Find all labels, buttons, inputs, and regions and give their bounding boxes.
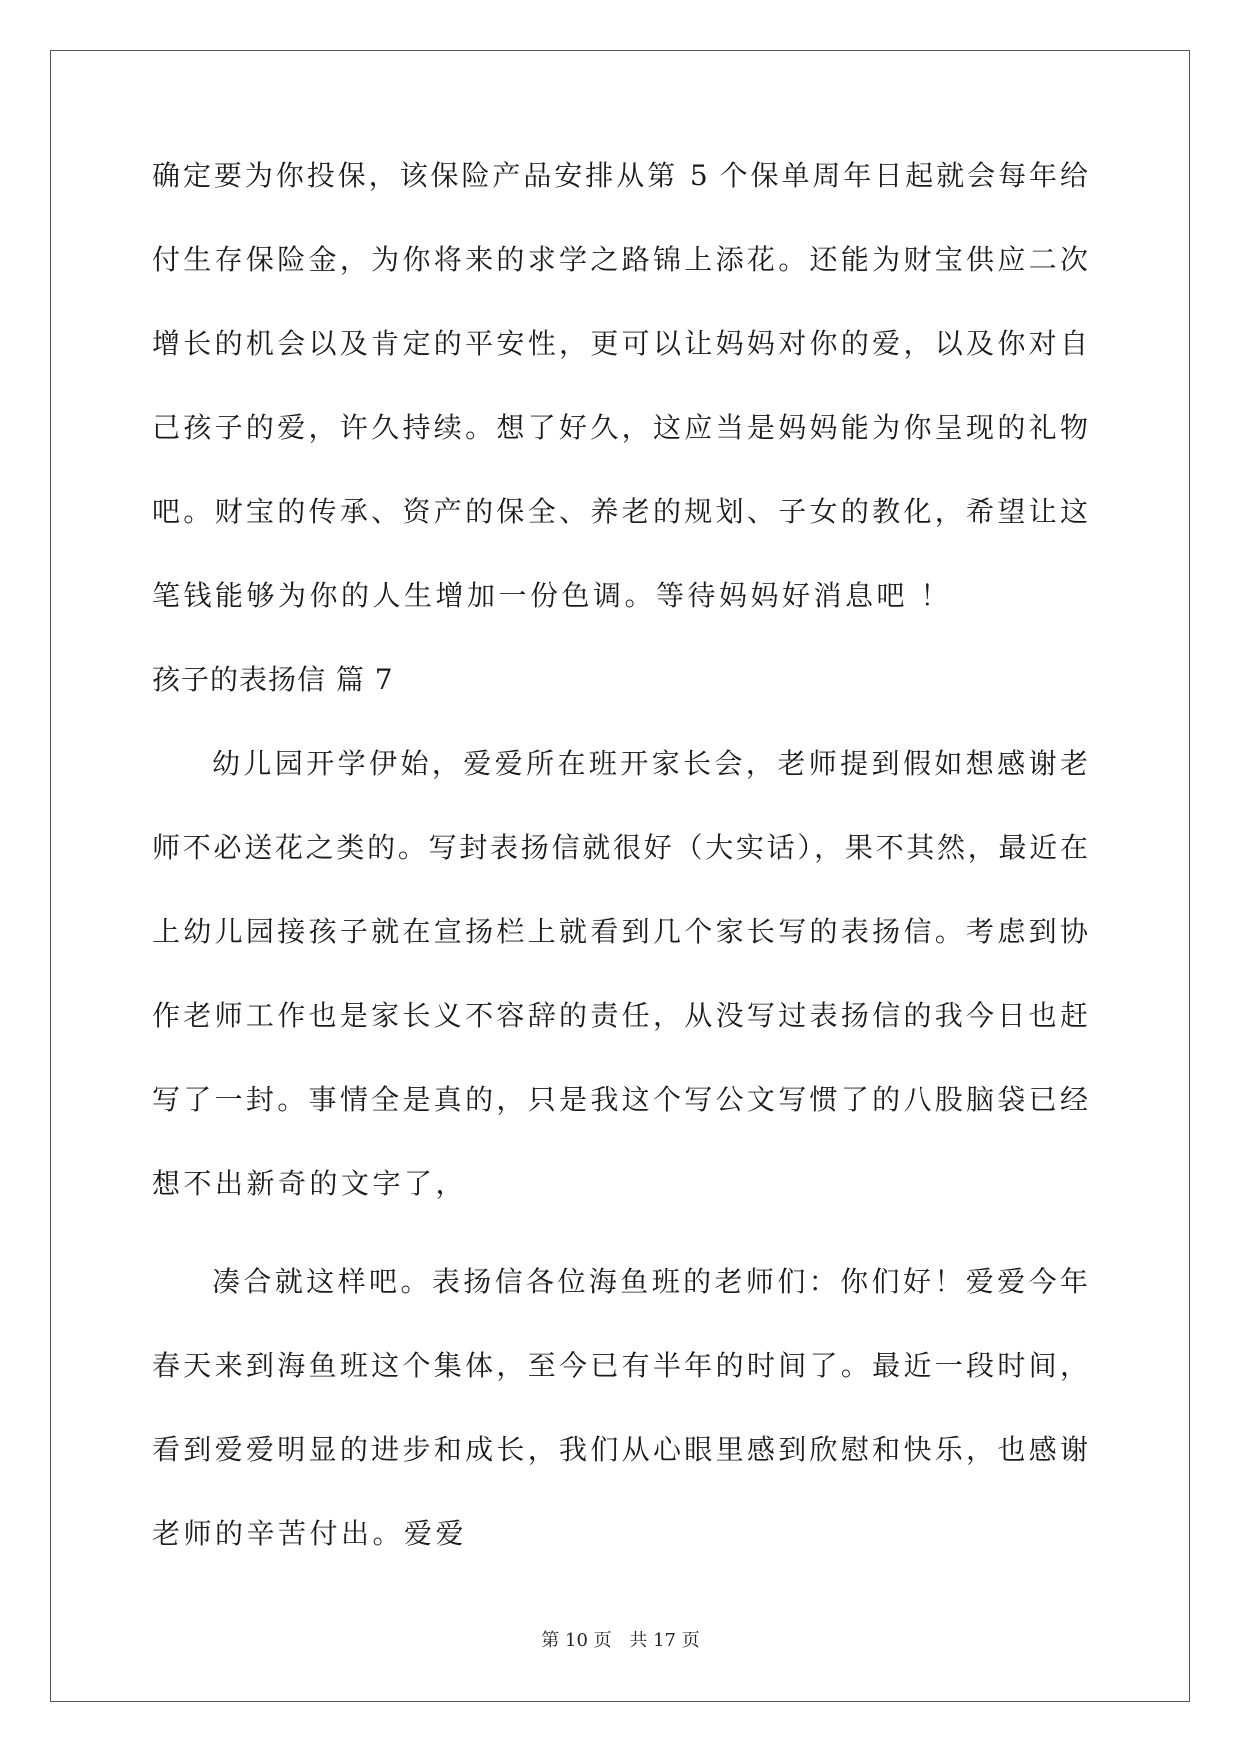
text-line: 付生存保险金，为你将来的求学之路锦上添花。还能为财宝供应二次 <box>152 243 1088 276</box>
text-line: 作老师工作也是家长义不容辞的责任，从没写过表扬信的我今日也赶 <box>152 999 1088 1032</box>
page-number: 第 10 页 <box>541 1630 612 1651</box>
paragraph-gap <box>152 1248 1088 1262</box>
document-body <box>152 156 1088 1598</box>
page-total: 共 17 页 <box>629 1630 700 1651</box>
text-line: 凑合就这样吧。表扬信各位海鱼班的老师们：你们好！爱爱今年 <box>212 1265 1088 1298</box>
text-line: 老师的辛苦付出。爱爱 <box>152 1517 468 1550</box>
text-line: 写了一封。事情全是真的，只是我这个写公文写惯了的八股脑袋已经 <box>152 1083 1088 1116</box>
text-line: 增长的机会以及肯定的平安性，更可以让妈妈对你的爱，以及你对自 <box>152 327 1088 360</box>
text-line: 确定要为你投保，该保险产品安排从第 5 个保单周年日起就会每年给 <box>152 159 1088 192</box>
text-line: 看到爱爱明显的进步和成长，我们从心眼里感到欣慰和快乐，也感谢 <box>152 1433 1088 1466</box>
text-line: 师不必送花之类的。写封表扬信就很好（大实话），果不其然，最近在 <box>152 831 1088 864</box>
page-footer <box>0 1626 1241 1652</box>
text-line: 春天来到海鱼班这个集体，至今已有半年的时间了。最近一段时间， <box>152 1349 1088 1382</box>
text-line: 幼儿园开学伊始，爱爱所在班开家长会，老师提到假如想感谢老 <box>212 747 1088 780</box>
text-line: 吧。财宝的传承、资产的保全、养老的规划、子女的教化，希望让这 <box>152 495 1088 528</box>
text-line: 己孩子的爱，许久持续。想了好久，这应当是妈妈能为你呈现的礼物 <box>152 411 1088 444</box>
section-heading: 孩子的表扬信 篇 7 <box>152 663 394 696</box>
text-line: 笔钱能够为你的人生增加一份色调。等待妈妈好消息吧 ！ <box>152 579 952 612</box>
text-line: 想不出新奇的文字了， <box>152 1167 468 1200</box>
text-line: 上幼儿园接孩子就在宣扬栏上就看到几个家长写的表扬信。考虑到协 <box>152 915 1088 948</box>
